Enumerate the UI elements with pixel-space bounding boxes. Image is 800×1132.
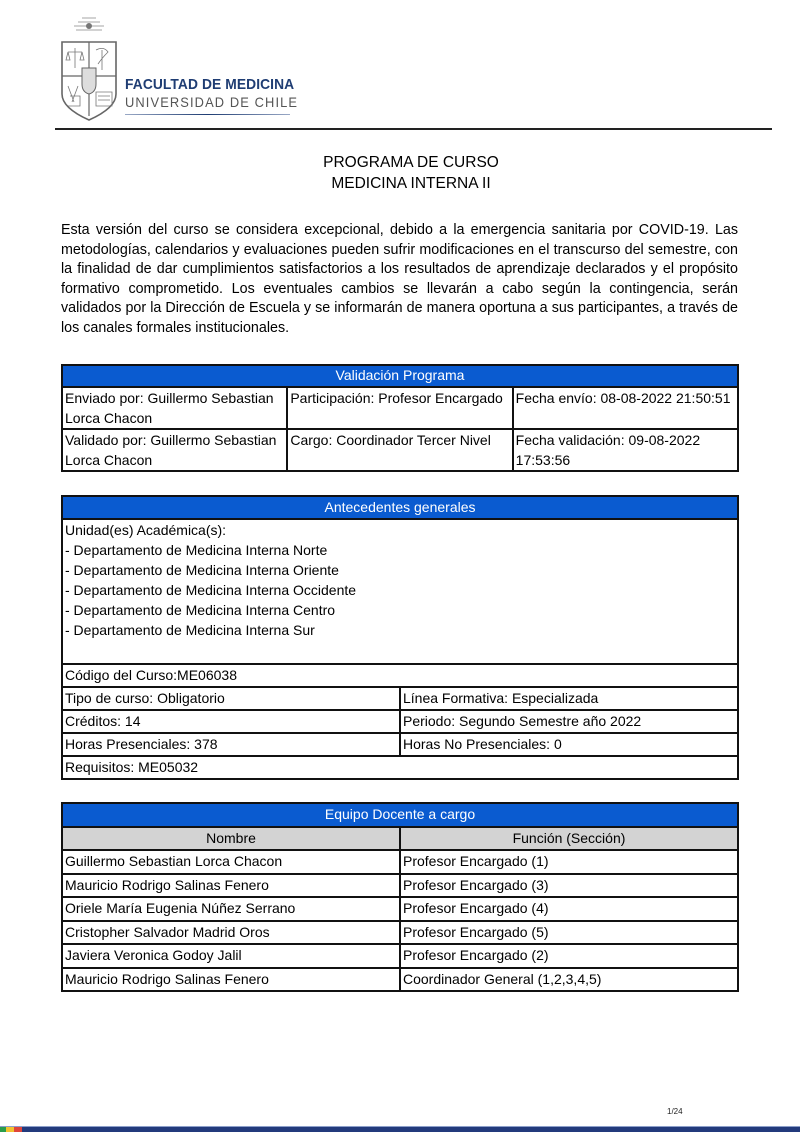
list-item: - Departamento de Medicina Interna Sur xyxy=(65,622,315,638)
remote-hours-cell: Horas No Presenciales: 0 xyxy=(400,733,738,756)
teacher-function: Coordinador General (1,2,3,4,5) xyxy=(400,968,738,992)
teaching-team-header: Equipo Docente a cargo xyxy=(62,803,738,827)
table-row xyxy=(62,968,738,992)
table-row xyxy=(62,387,738,429)
in-person-hours-cell: Horas Presenciales: 378 xyxy=(62,733,400,756)
course-title: MEDICINA INTERNA II xyxy=(331,175,491,192)
period-cell: Periodo: Segundo Semestre año 2022 xyxy=(400,710,738,733)
footer-stripe-red xyxy=(14,1127,22,1132)
header-divider xyxy=(55,128,772,130)
participation-cell: Participación: Profesor Encargado xyxy=(287,387,512,429)
footer-bar xyxy=(0,1127,800,1132)
validation-header: Validación Programa xyxy=(62,365,738,387)
teacher-function: Profesor Encargado (5) xyxy=(400,921,738,945)
table-row xyxy=(62,850,738,874)
validation-table xyxy=(61,364,739,472)
teacher-function: Profesor Encargado (3) xyxy=(400,874,738,898)
column-header-function: Función (Sección) xyxy=(400,827,738,851)
validated-by-cell: Validado por: Guillermo Sebastian Lorca Chacon xyxy=(62,429,287,471)
teacher-function: Profesor Encargado (1) xyxy=(400,850,738,874)
document-title: PROGRAMA DE CURSO xyxy=(323,154,499,171)
intro-paragraph: Esta versión del curso se considera excepcional, debido a la emergencia sanitaria por COVID-19. Las metodologías, calendarios y evaluaciones pueden sufrir modificaciones en el transcurso del semestre, con la finalidad de dar cumplimientos satisfactorios a los resultados de aprendizaje declarados y el propósito formativo comprometido. Los eventuales cambios se llevarán a cabo según la contingencia, serán validados por la Dirección de Escuela y se informarán de manera oportuna a sus participantes, a través de los canales formales institucionales. xyxy=(61,222,738,336)
logo-underline xyxy=(125,114,290,115)
table-row xyxy=(62,921,738,945)
teacher-function: Profesor Encargado (2) xyxy=(400,944,738,968)
requirements-cell: Requisitos: ME05032 xyxy=(62,756,738,779)
list-item: - Departamento de Medicina Interna Oriente xyxy=(65,562,339,578)
course-type-cell: Tipo de curso: Obligatorio xyxy=(62,687,400,710)
academic-units-label: Unidad(es) Académica(s): xyxy=(65,522,227,538)
teacher-name: Javiera Veronica Godoy Jalil xyxy=(62,944,400,968)
institution-name: FACULTAD DE MEDICINA xyxy=(125,76,295,93)
university-crest-icon xyxy=(58,12,120,122)
table-row xyxy=(62,944,738,968)
table-row xyxy=(62,429,738,471)
page-number: 1/24 xyxy=(667,1107,683,1116)
footer-stripe-yellow xyxy=(6,1127,14,1132)
table-row xyxy=(62,897,738,921)
general-info-header: Antecedentes generales xyxy=(62,496,738,519)
academic-units-cell xyxy=(62,519,738,664)
formative-line-cell: Línea Formativa: Especializada xyxy=(400,687,738,710)
table-row xyxy=(62,874,738,898)
credits-cell: Créditos: 14 xyxy=(62,710,400,733)
teacher-name: Oriele María Eugenia Núñez Serrano xyxy=(62,897,400,921)
teacher-name: Mauricio Rodrigo Salinas Fenero xyxy=(62,968,400,992)
list-item: - Departamento de Medicina Interna Norte xyxy=(65,542,328,558)
sent-date-cell: Fecha envío: 08-08-2022 21:50:51 xyxy=(513,387,738,429)
university-name: UNIVERSIDAD DE CHILE xyxy=(125,94,299,110)
list-item: - Departamento de Medicina Interna Occidente xyxy=(65,582,357,598)
sent-by-cell: Enviado por: Guillermo Sebastian Lorca Chacon xyxy=(62,387,287,429)
teaching-team-table xyxy=(61,802,739,992)
column-header-name: Nombre xyxy=(62,827,400,851)
teacher-function: Profesor Encargado (4) xyxy=(400,897,738,921)
course-code-cell: Código del Curso:ME06038 xyxy=(62,664,738,687)
general-info-table xyxy=(61,495,739,780)
faculty-logo xyxy=(58,12,298,122)
teacher-name: Guillermo Sebastian Lorca Chacon xyxy=(62,850,400,874)
role-cell: Cargo: Coordinador Tercer Nivel xyxy=(287,429,512,471)
validation-date-cell: Fecha validación: 09-08-2022 17:53:56 xyxy=(513,429,738,471)
list-item: - Departamento de Medicina Interna Centro xyxy=(65,602,336,618)
teacher-name: Cristopher Salvador Madrid Oros xyxy=(62,921,400,945)
teacher-name: Mauricio Rodrigo Salinas Fenero xyxy=(62,874,400,898)
